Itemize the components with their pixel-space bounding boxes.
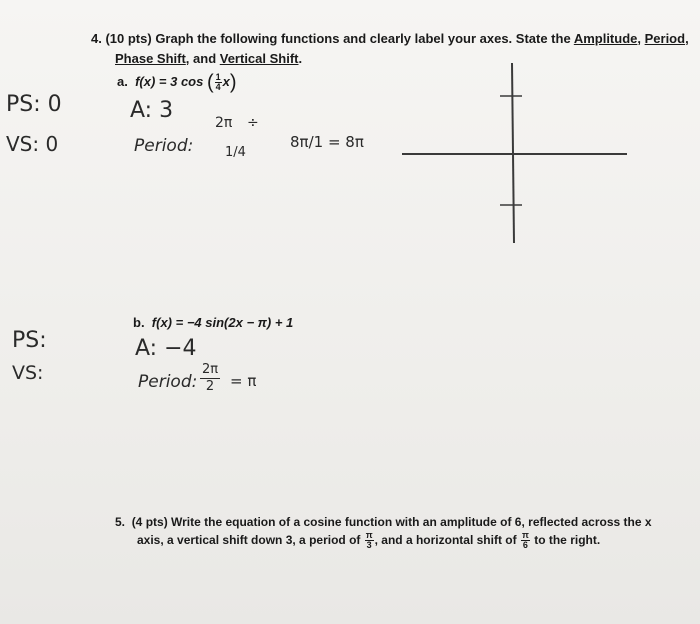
q5-shift-fraction [521, 531, 530, 550]
q5-number: 5. [115, 515, 126, 529]
q5-text2-end: to the right. [530, 533, 601, 547]
q5-line1 [115, 512, 652, 532]
q4b-hand-calc [200, 362, 220, 395]
q4a-func-lhs: f(x) = 3 cos [135, 74, 204, 89]
q4-points: (10 pts) [105, 31, 152, 46]
q4a-hand-vertical-shift: VS: 0 [6, 132, 59, 156]
q4b-hand-calc-den: 2 [205, 379, 215, 394]
q4-comma-2: , [685, 31, 689, 46]
q5-shift-den: 6 [522, 540, 528, 551]
q4b-label: b. [133, 315, 145, 330]
q5-points: (4 pts) [131, 515, 168, 529]
q5-period-den: 3 [366, 540, 372, 551]
q4-number: 4. [91, 31, 102, 46]
q4a-frac-den: 4 [215, 82, 221, 93]
q4-period: Period [644, 31, 686, 46]
q4b-function [133, 313, 293, 333]
q4a-label: a. [117, 74, 128, 89]
q4a-hand-period-label: Period: [134, 136, 194, 156]
q4-text-mid: , and [185, 51, 220, 66]
q4b-hand-vertical-shift: VS: [12, 362, 44, 384]
q4a-hand-calc-den: 1/4 [225, 145, 246, 160]
q4a-function: a. f(x) = 3 cos ( $\frac{1}{4}$ x) [117, 71, 237, 94]
q4a-y-axis [512, 63, 514, 243]
q4-vertical-shift: Vertical Shift [219, 51, 299, 66]
q5-shift-num: π [521, 530, 529, 541]
q4a-hand-calc-div: ÷ [247, 115, 259, 131]
q4a-hand-amplitude: A: 3 [130, 98, 174, 123]
q4b-hand-phase-shift: PS: [12, 328, 47, 353]
q4a-hand-phase-shift: PS: 0 [6, 92, 62, 117]
q4a-frac-num: 1 [215, 72, 221, 83]
q4a-hand-calc-top: 2π [215, 115, 233, 131]
q4-amplitude: Amplitude [573, 31, 638, 46]
q4b-hand-calc-num: 2π [202, 362, 219, 377]
q4-text-end: . [298, 51, 303, 66]
q5-text2-pre: axis, a vertical shift down 3, a period of [137, 533, 364, 547]
q4a-var: x [222, 74, 230, 89]
q4-comma-1: , [637, 31, 645, 46]
q4b-hand-period-label: Period: [138, 372, 198, 392]
q5-text1: Write the equation of a cosine function with an amplitude of 6, reflected across the x [167, 515, 652, 529]
q4a-hand-calc-result: 8π/1 = 8π [290, 133, 364, 151]
q4-text-pre: Graph the following functions and clearly label your axes. State the [151, 31, 574, 46]
q4b-hand-amplitude: A: −4 [135, 336, 197, 361]
q5-period-fraction [365, 531, 374, 550]
q5-line2 [137, 530, 600, 550]
q4-phase-shift: Phase Shift [115, 51, 186, 66]
q5-period-num: π [365, 530, 373, 541]
q5-text2-mid: , and a horizontal shift of [374, 533, 520, 547]
q4b-func: f(x) = −4 sin(2x − π) + 1 [151, 315, 294, 330]
q4b-hand-calc-result: = π [230, 372, 257, 390]
